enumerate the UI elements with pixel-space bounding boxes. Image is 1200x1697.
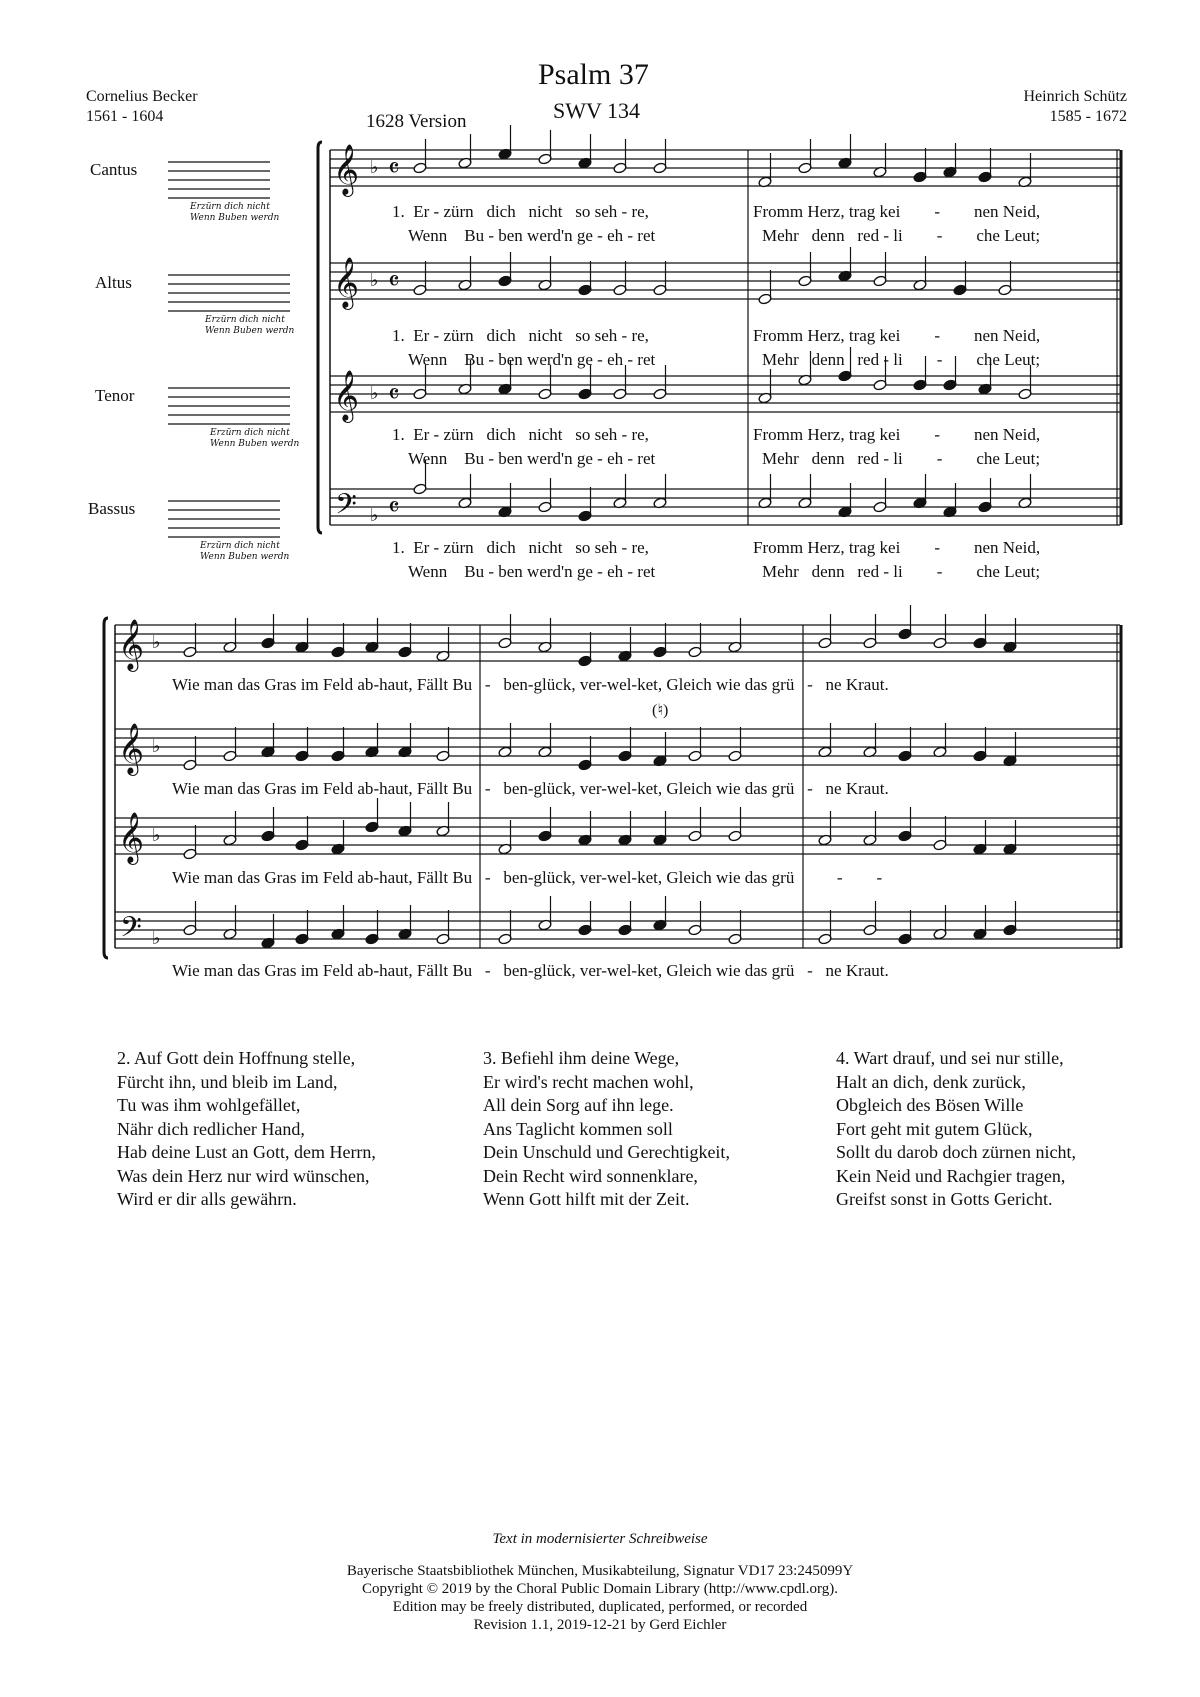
stanza-4: 4. Wart drauf, und sei nur stille, Halt an dich, denk zurück, Obgleich des Bösen Wille Fort geht mit gutem Glück, Sollt du darob doch zürnen nicht, Kein Neid und Rachgier tragen, Greifst sonst in Gotts Gericht. <box>836 1048 1076 1209</box>
catalog-number: SWV 134 <box>553 98 640 123</box>
incipit-text-tenor: Erzürn dich nicht Wenn Buben werdn <box>210 428 300 449</box>
system-bracket <box>104 618 108 958</box>
incipit-text-altus: Erzürn dich nicht Wenn Buben werdn <box>205 315 295 336</box>
treble-clef-icon: 𝄞 <box>118 723 145 774</box>
lyric-cantus-line-1: 1. Er - zürn dich nicht so seh - re, <box>392 202 649 221</box>
flat-icon: ♭ <box>152 928 161 949</box>
common-time-icon: 𝄴 <box>388 267 400 297</box>
lyric-tenor-line-1b: Fromm Herz, trag kei - nen Neid, <box>753 425 1041 444</box>
composer-dates: 1585 - 1672 <box>1049 108 1127 125</box>
stanza-2: 2. Auf Gott dein Hoffnung stelle, Fürcht ihn, und bleib im Land, Tu was ihm wohlgefället, Nähr dich redlicher Hand, Hab deine Lust an Gott, dem Herrn, Was dein Herz nur wird wünschen, Wird er dir alls gewährn. <box>117 1048 376 1209</box>
voice-name-tenor: Tenor <box>95 386 135 405</box>
flat-icon: ♭ <box>152 632 161 653</box>
lyric-altus-line-2: Wenn Bu - ben werd'n ge - eh - ret <box>408 350 656 369</box>
voice-name-altus: Altus <box>95 273 132 292</box>
treble-clef-icon: 𝄞 <box>118 812 145 863</box>
bass-clef-icon: 𝄢 <box>335 488 357 528</box>
poet-name: Cornelius Becker <box>86 88 198 105</box>
flat-icon: ♭ <box>370 505 379 526</box>
common-time-icon: 𝄴 <box>388 493 400 523</box>
version-label: 1628 Version <box>366 111 467 132</box>
flat-icon: ♭ <box>370 383 379 404</box>
flat-icon: ♭ <box>152 825 161 846</box>
editorial-natural: (♮) <box>652 702 669 719</box>
lyric-bassus-line-2: Wenn Bu - ben werd'n ge - eh - ret <box>408 562 656 581</box>
lyric-altus-line-2b: Mehr denn red - li - che Leut; <box>762 350 1041 369</box>
incipit-text-bassus: Erzürn dich nicht Wenn Buben werdn <box>200 541 290 562</box>
lyric-bassus-line-2b: Mehr denn red - li - che Leut; <box>762 562 1041 581</box>
poet-dates: 1561 - 1604 <box>86 108 164 125</box>
lyric-tenor-line-1: 1. Er - zürn dich nicht so seh - re, <box>392 425 649 444</box>
treble-clef-icon: 𝄞 <box>333 257 360 308</box>
composer-name: Heinrich Schütz <box>1023 88 1127 105</box>
lyric-s2-cantus: Wie man das Gras im Feld ab-haut, Fällt Bu - ben-glück, ver-wel-ket, Gleich wie das grü - ne Kraut. <box>172 675 889 694</box>
lyric-altus-line-1b: Fromm Herz, trag kei - nen Neid, <box>753 326 1041 345</box>
footer-license: Edition may be freely distributed, duplicated, performed, or recorded <box>392 1599 808 1615</box>
lyric-cantus-line-1b: Fromm Herz, trag kei - nen Neid, <box>753 202 1041 221</box>
footer-source: Bayerische Staatsbibliothek München, Musikabteilung, Signatur VD17 23:245099Y <box>346 1563 854 1579</box>
treble-clef-icon: 𝄞 <box>118 619 145 670</box>
lyric-bassus-line-1b: Fromm Herz, trag kei - nen Neid, <box>753 538 1041 557</box>
flat-icon: ♭ <box>152 736 161 757</box>
system-bracket <box>318 142 322 533</box>
treble-clef-icon: 𝄞 <box>333 144 360 195</box>
lyric-cantus-line-2: Wenn Bu - ben werd'n ge - eh - ret <box>408 226 656 245</box>
footer-note: Text in modernisierter Schreibweise <box>492 1531 708 1547</box>
page-title: Psalm 37 <box>538 58 649 91</box>
flat-icon: ♭ <box>370 157 379 178</box>
voice-name-cantus: Cantus <box>90 160 138 179</box>
footer-copyright: Copyright © 2019 by the Choral Public Domain Library (http://www.cpdl.org). <box>362 1581 838 1597</box>
lyric-tenor-line-2b: Mehr denn red - li - che Leut; <box>762 449 1041 468</box>
bass-clef-icon: 𝄢 <box>120 911 142 951</box>
common-time-icon: 𝄴 <box>388 154 400 184</box>
common-time-icon: 𝄴 <box>388 380 400 410</box>
lyric-cantus-line-2b: Mehr denn red - li - che Leut; <box>762 226 1041 245</box>
treble-clef-icon: 𝄞 <box>333 370 360 421</box>
lyric-s2-tenor: Wie man das Gras im Feld ab-haut, Fällt Bu - ben-glück, ver-wel-ket, Gleich wie das grü - - <box>172 868 883 887</box>
incipit-text-cantus: Erzürn dich nicht Wenn Buben werdn <box>190 202 280 223</box>
lyric-altus-line-1: 1. Er - zürn dich nicht so seh - re, <box>392 326 649 345</box>
footer-revision: Revision 1.1, 2019-12-21 by Gerd Eichler <box>473 1617 727 1633</box>
lyric-s2-altus: Wie man das Gras im Feld ab-haut, Fällt Bu - ben-glück, ver-wel-ket, Gleich wie das grü - ne Kraut. <box>172 779 889 798</box>
lyric-s2-bassus: Wie man das Gras im Feld ab-haut, Fällt Bu - ben-glück, ver-wel-ket, Gleich wie das grü - ne Kraut. <box>172 961 889 980</box>
lyric-tenor-line-2: Wenn Bu - ben werd'n ge - eh - ret <box>408 449 656 468</box>
lyric-bassus-line-1: 1. Er - zürn dich nicht so seh - re, <box>392 538 649 557</box>
flat-icon: ♭ <box>370 270 379 291</box>
stanza-3: 3. Befiehl ihm deine Wege, Er wird's recht machen wohl, All dein Sorg auf ihn lege. Ans Taglicht kommen soll Dein Unschuld und Gerechtigkeit, Dein Recht wird sonnenklare, Wenn Gott hilft mit der Zeit. <box>483 1048 730 1209</box>
voice-name-bassus: Bassus <box>88 499 136 518</box>
